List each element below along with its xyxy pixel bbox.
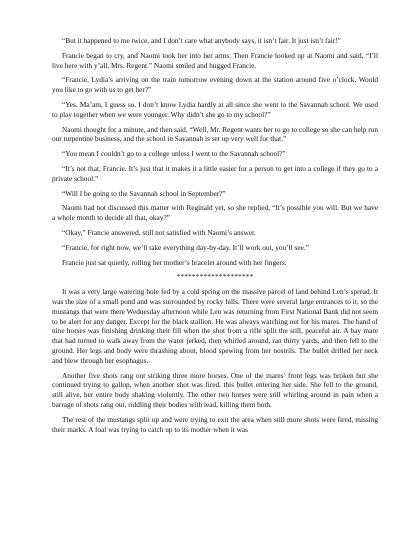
paragraph: Another five shots rang out striking three more horses. One of the mares’ front legs was broken but she continued trying to gallop, when another shot was fired, this bullet entering her side. She fell to the ground, still alive, her entire body shaking violently. The other two horses were still whirling around in pain when a barrage of shots rang out, riddling their bodies with lead, killing them both. bbox=[52, 370, 378, 409]
paragraph: “But it happened to me twice, and I don’t care what anybody says, it isn’t fair. It just isn’t fair!” bbox=[62, 36, 341, 45]
paragraph: “Francie, for right now, we’ll take everything day-by-day. It’ll work out, you’ll see.” bbox=[62, 242, 309, 252]
paragraph: Francie began to cry, and Naomi took her into her arms. Then Francie looked up at Naomi and said, “I’ll live here with y’all, Mrs. Regent.” Naomi smiled and hugged Francie. bbox=[52, 50, 378, 70]
paragraph: “Will I be going to the Savannah school in September?” bbox=[62, 188, 226, 198]
paragraph: “It’s not that, Francie. It’s just that it makes it a little easier for a person to get into a college if they go to a private school.” bbox=[52, 163, 378, 183]
scene-break: ******************** bbox=[176, 272, 254, 282]
paragraph: Naomi thought for a minute, and then said, “Well, Mr. Regent wants her to go to college so she can help run our turpentine business, and the school in Savannah is set up very well for that.” bbox=[52, 124, 378, 144]
paragraph: “Yes, Ma’am, I guess so. I don’t know Lydia hardly at all since she went to the Savannah school. We used to play together when we were younger. Why didn’t she go to my school?” bbox=[52, 99, 378, 119]
paragraph: “Okay,” Francie answered, still not satisfied with Naomi’s answer. bbox=[62, 227, 256, 237]
paragraph: Naomi had not discussed this matter with Reginald yet, so she replied, “It’s possible you will. But we have a whole month to decide all that, okay?” bbox=[52, 203, 378, 223]
book-page bbox=[52, 36, 378, 439]
paragraph: Francie just sat quietly, rolling her mother’s bracelet around with her fingers. bbox=[62, 257, 287, 267]
paragraph: It was a very large watering hole fed by a cold spring on the massive parcel of land behind Len’s spread. It was the size of a small pond and was surrounded by rocky hills. There were several large entrances to it, so the mustangs that were there Wednesday afternoon while Len was returning from First National Bank did not seem to be alert for any danger. Except for the black stallion. He was always watching out for his mares. The band of nine horses was finishing drinking their fill when the shot from a rifle split the still, peaceful air. A bay mare that had turned to walk away from the water jerked, then whirled around, ran thirty yards, and then fell to the ground. Her legs and body were thrashing about, blood spewing from her nostrils. The bullet drilled her neck and blew through her esophagus. bbox=[52, 287, 378, 365]
paragraph: “You mean I couldn’t go to a college unless I went to the Savannah school?” bbox=[62, 149, 286, 159]
paragraph: “Francie, Lydia’s arriving on the train tomorrow evening down at the station around five o’clock. Would you like to go with us to get her?” bbox=[52, 75, 378, 95]
paragraph: The rest of the mustangs split up and were trying to exit the area when still more shots were fired, missing their marks. A foal was trying to catch up to its mother when it was bbox=[52, 414, 378, 434]
